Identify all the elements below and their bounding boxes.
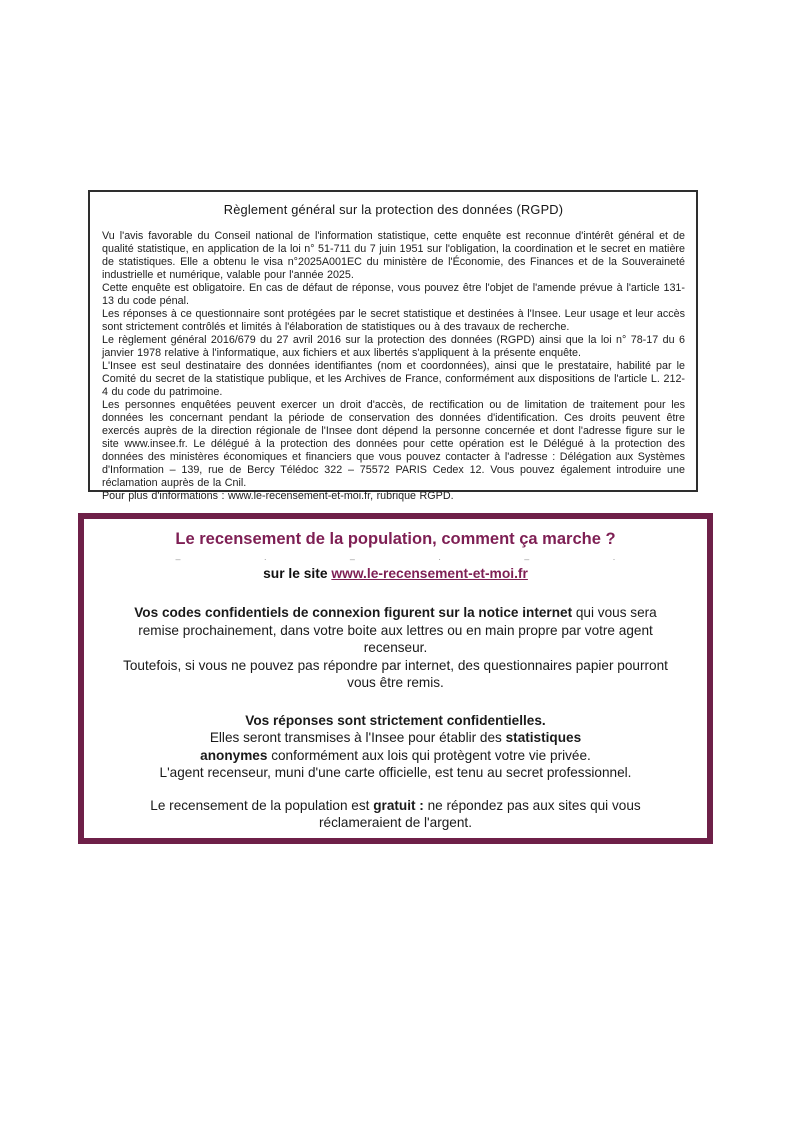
confidentiality-paragraph <box>92 712 699 782</box>
text-line <box>92 729 699 747</box>
text-line: recenseur. <box>363 640 428 655</box>
rgpd-paragraph-4: Le règlement général 2016/679 du 27 avril 2016 sur la protection des données (RGPD) ainsi que la loi n° 78-17 du 6 janvier 1978 relative à l'informatique, aux fichiers et aux libertés s'appliquent à la présente enquête. <box>102 334 685 359</box>
text-line <box>92 797 699 815</box>
text-line: réclameraient de l'argent. <box>319 815 472 830</box>
census-box-title: Le recensement de la population, comment ça marche ? <box>175 530 616 548</box>
line-segment: conformément aux lois qui protègent votre vie privée. <box>267 747 591 763</box>
line-segment-bold: gratuit : <box>373 797 424 813</box>
text-line: remise prochainement, dans votre boite aux lettres ou en main propre par votre agent <box>138 622 653 638</box>
line-segment-bold: statistiques <box>505 730 582 745</box>
census-body-text <box>84 604 707 832</box>
erased-mark: · <box>438 554 442 564</box>
text-line: L'agent recenseur, muni d'une carte officielle, est tenu au secret professionnel. <box>159 765 632 780</box>
rgpd-title: Règlement général sur la protection des données (RGPD) <box>223 202 564 217</box>
line-segment-bold: Vos codes confidentiels de connexion figurent sur la notice internet <box>134 605 573 620</box>
rgpd-paragraph-5: L'Insee est seul destinataire des données identifiantes (nom et coordonnées), ainsi que le prestataire, habilité par le Comité du secret de la statistique publique, et les Archives de France, conformément aux dispositions de l'article L. 212-4 du code du patrimoine. <box>102 360 685 398</box>
gratuit-paragraph <box>92 797 699 832</box>
erased-text-remnants <box>176 555 616 564</box>
census-info-box <box>78 513 713 844</box>
rgpd-notice-box <box>88 190 698 502</box>
text-line <box>92 604 699 622</box>
rgpd-paragraph-7: Pour plus d'informations : www.le-recensement-et-moi.fr, rubrique RGPD. <box>102 490 454 502</box>
text-line <box>92 712 699 730</box>
erased-mark: · <box>263 554 267 564</box>
line-segment: Le recensement de la population est <box>150 797 374 813</box>
text-line <box>92 747 699 765</box>
text-line: vous être remis. <box>347 675 444 690</box>
line-segment: qui vous sera <box>572 605 657 620</box>
rgpd-paragraph-3: Les réponses à ce questionnaire sont protégées par le secret statistique et destinées à l'Insee. Leur usage et leur accès sont strictement contrôlés et limités à l'élaboration de statistiques ou à des travaux de recherche. <box>102 308 685 333</box>
census-website-link[interactable]: www.le-recensement-et-moi.fr <box>331 566 528 581</box>
line-segment: ne répondez pas aux sites qui vous <box>423 797 641 813</box>
site-line <box>84 566 707 581</box>
codes-paragraph <box>92 604 699 692</box>
rgpd-paragraph-6: Les personnes enquêtées peuvent exercer un droit d'accès, de rectification ou de limitation de traitement pour les données les concernant pendant la période de conservation des données d'identification. Ces droits peuvent être exercés auprès de la direction régionale de l'Insee dont dépend la personne concernée et dont l'adresse figure sur le site www.insee.fr. Le délégué à la protection des données pour cette opération est le Délégué à la protection des données des ministères économiques et financiers que vous pouvez contacter à l'adresse : Délégation aux Systèmes d'Information – 139, rue de Bercy Télédoc 322 – 75572 PARIS Cedex 12. Vous pouvez également introduire une réclamation auprès de la Cnil. <box>102 399 685 489</box>
erased-mark: – <box>524 554 530 564</box>
site-line-prefix: sur le site <box>263 566 332 581</box>
erased-mark: – <box>349 554 355 564</box>
line-segment: Elles seront transmises à l'Insee pour établir des <box>209 730 506 745</box>
line-segment-bold: Vos réponses sont strictement confidentielles. <box>245 712 546 728</box>
rgpd-paragraph-2: Cette enquête est obligatoire. En cas de défaut de réponse, vous pouvez être l'objet de l'amende prévue à l'article 131-13 du code pénal. <box>102 282 685 307</box>
line-segment-bold: anonymes <box>200 747 268 763</box>
rgpd-paragraph-1: Vu l'avis favorable du Conseil national de l'information statistique, cette enquête est reconnue d'intérêt général et de qualité statistique, en application de la loi n° 51-711 du 7 juin 1951 sur l'obligation, la coordination et le secret en matière de statistiques. Elle a obtenu le visa n°2025A001EC du ministère de l'Économie, des Finances et de la Souveraineté industrielle et numérique, valable pour l'année 2025. <box>102 230 685 281</box>
erased-mark: · <box>612 554 616 564</box>
text-line: Toutefois, si vous ne pouvez pas répondre par internet, des questionnaires papier pourront <box>123 657 668 673</box>
erased-mark: – <box>175 554 181 564</box>
